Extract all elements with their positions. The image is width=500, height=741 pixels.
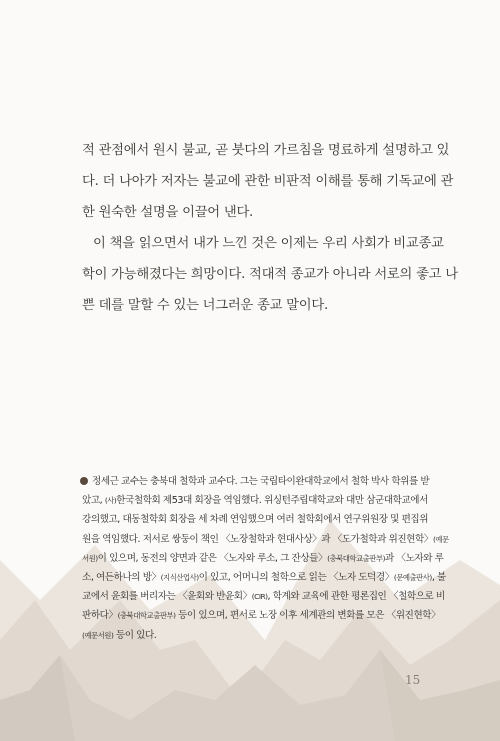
author-bio xyxy=(82,472,449,645)
bio-line: 정세근 교수는 충북대 철학과 교수다. 그는 국립타이완대학교에서 철학 박사 학위를 받 xyxy=(92,476,430,487)
bio-line: 원을 역임했다. 저서로 쌍둥이 책인 〈노장철학과 현대사상〉과 〈도가철학과 위진현학〉(예문 xyxy=(82,533,449,545)
bio-line: 소, 여든하나의 방〉(지식산업사)이 있고, 어머니의 철학으로 읽는 〈노자 도덕경〉(문예출판사), 불 xyxy=(82,572,446,584)
body-line: 쁜 데를 말할 수 있는 너그러운 종교 말이다. xyxy=(82,298,328,313)
body-line: 학이 가능해졌다는 희망이다. 적대적 종교가 아니라 서로의 좋고 나 xyxy=(82,267,458,282)
bullet-icon xyxy=(80,477,88,485)
bio-line: (예문서원) 등이 있다. xyxy=(82,629,157,641)
body-line: 적 관점에서 원시 불교, 곧 붓다의 가르침을 명료하게 설명하고 있 xyxy=(82,143,450,158)
bio-line: 서원)이 있으며, 동전의 양면과 같은 〈노자와 루소, 그 잔상들〉(충북대학교출판부)과 〈노자와 루 xyxy=(82,552,444,564)
body-text xyxy=(82,135,458,321)
body-line: 한 원숙한 설명을 이끌어 낸다. xyxy=(82,205,254,220)
bio-line: 교에서 윤회를 버리자는 〈윤회와 반윤회〉(CIR), 학계와 교육에 관한 평론집인 〈철학으로 비 xyxy=(82,591,445,603)
page-number: 15 xyxy=(405,673,421,687)
bio-line: 판하다〉(충북대학교출판부) 등이 있으며, 편서로 노장 이후 세계관의 변화를 모은 〈위진현학〉 xyxy=(82,610,441,622)
bio-line: 았고, (사)한국철학회 제53대 회장을 역임했다. 위싱턴주립대학교와 대만 삼군대학교에서 xyxy=(82,495,428,507)
body-line: 다. 더 나아가 저자는 불교에 관한 비판적 이해를 통해 기독교에 관 xyxy=(82,174,454,189)
bio-line: 강의했고, 대동철학회 회장을 세 차례 연임했으며 여러 철학회에서 연구위원장 및 편집위 xyxy=(82,514,429,526)
body-line: 이 책을 읽으면서 내가 느낀 것은 이제는 우리 사회가 비교종교 xyxy=(93,236,444,251)
